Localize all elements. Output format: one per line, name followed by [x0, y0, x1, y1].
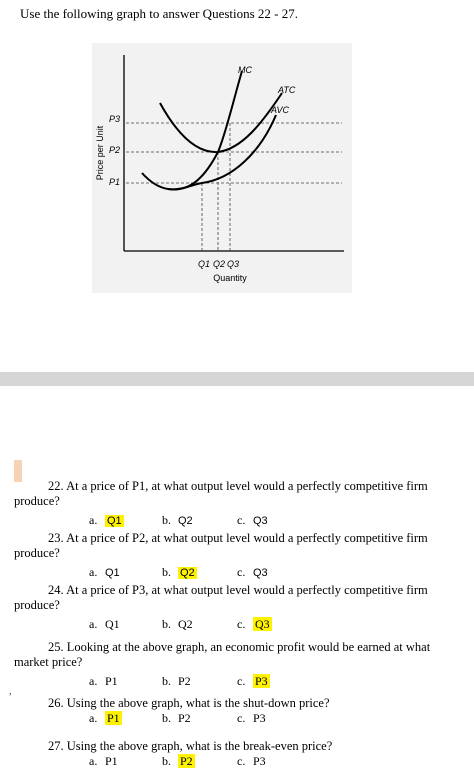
question-text-cont: produce?: [14, 494, 60, 508]
question-26: [14, 696, 454, 727]
question-27: [14, 739, 454, 770]
option-value: Q2: [178, 617, 193, 631]
option-a[interactable]: a. P1: [89, 754, 118, 768]
question-25: [14, 640, 454, 690]
option-value: P1: [105, 674, 118, 688]
question-number: 23.: [48, 531, 64, 545]
option-value: P1: [107, 711, 120, 725]
question-text-cont: produce?: [14, 598, 60, 612]
option-b[interactable]: b. P2: [162, 754, 193, 768]
answer-options: [14, 513, 454, 529]
question-number: 25.: [48, 640, 64, 654]
option-a[interactable]: a. Q1: [89, 565, 120, 579]
option-value: Q2: [180, 567, 195, 579]
option-value: Q3: [253, 515, 268, 527]
option-value: P3: [253, 754, 266, 768]
p2-label: P2: [109, 145, 121, 155]
option-value: P2: [180, 754, 193, 768]
option-value: P2: [178, 711, 191, 725]
option-a[interactable]: a. P1: [89, 711, 120, 725]
option-b[interactable]: b. Q2: [162, 565, 195, 579]
option-a[interactable]: a. Q1: [89, 617, 120, 631]
answer-options: [14, 754, 454, 770]
option-value: Q1: [105, 567, 120, 579]
question-number: 26.: [48, 696, 64, 710]
option-b[interactable]: b. Q2: [162, 513, 193, 527]
option-value: P2: [178, 674, 191, 688]
atc-label: ATC: [278, 85, 296, 95]
option-b[interactable]: b. Q2: [162, 617, 193, 631]
option-value: P3: [255, 674, 268, 688]
answer-options: [14, 617, 454, 633]
q2-label: Q2: [213, 259, 226, 269]
option-c[interactable]: c. Q3: [237, 565, 268, 579]
question-text: Using the above graph, what is the shut-down price?: [66, 696, 330, 710]
question-24: [14, 583, 454, 633]
option-c[interactable]: c. P3: [237, 674, 268, 688]
avc-label: AVC: [271, 105, 290, 115]
option-a[interactable]: a. P1: [89, 674, 118, 688]
y-axis-label: Price per Unit: [95, 125, 105, 181]
intro-text: Use the following graph to answer Questions 22 - 27.: [20, 6, 299, 21]
question-text: At a price of P1, at what output level would a perfectly competitive firm: [66, 479, 428, 493]
graph-svg: [92, 43, 352, 293]
q3-label: Q3: [227, 259, 240, 269]
question-number: 24.: [48, 583, 64, 597]
option-b[interactable]: b. P2: [162, 674, 191, 688]
question-text: Using the above graph, what is the break-even price?: [66, 739, 333, 753]
option-b[interactable]: b. P2: [162, 711, 191, 725]
mc-label: MC: [238, 65, 252, 75]
p3-label: P3: [109, 114, 121, 124]
option-value: Q2: [178, 515, 193, 527]
option-a[interactable]: a. Q1: [89, 513, 122, 527]
question-text: At a price of P3, at what output level would a perfectly competitive firm: [66, 583, 428, 597]
question-text: At a price of P2, at what output level would a perfectly competitive firm: [66, 531, 428, 545]
x-axis-label: Quantity: [213, 273, 247, 283]
question-text-cont: market price?: [14, 655, 83, 669]
option-c[interactable]: c. Q3: [237, 617, 270, 631]
margin-mark: ,: [9, 686, 12, 697]
option-value: Q1: [107, 515, 122, 527]
q1-label: Q1: [198, 259, 211, 269]
answer-options: [14, 711, 454, 727]
option-value: Q3: [253, 567, 268, 579]
option-value: P1: [105, 754, 118, 768]
p1-label: P1: [109, 177, 121, 187]
page-divider: [0, 372, 474, 386]
answer-options: [14, 565, 454, 581]
question-number: 22.: [48, 479, 64, 493]
option-c[interactable]: c. Q3: [237, 513, 268, 527]
option-c[interactable]: c. P3: [237, 754, 266, 768]
question-text: Looking at the above graph, an economic profit would be earned at what: [66, 640, 431, 654]
option-value: P3: [253, 711, 266, 725]
answer-options: [14, 674, 454, 690]
cost-curve-graph: [92, 43, 352, 293]
question-number: 27.: [48, 739, 64, 753]
question-text-cont: produce?: [14, 546, 60, 560]
question-22: [14, 479, 454, 529]
option-value: Q3: [255, 617, 270, 631]
option-c[interactable]: c. P3: [237, 711, 266, 725]
question-23: [14, 531, 454, 581]
option-value: Q1: [105, 617, 120, 631]
